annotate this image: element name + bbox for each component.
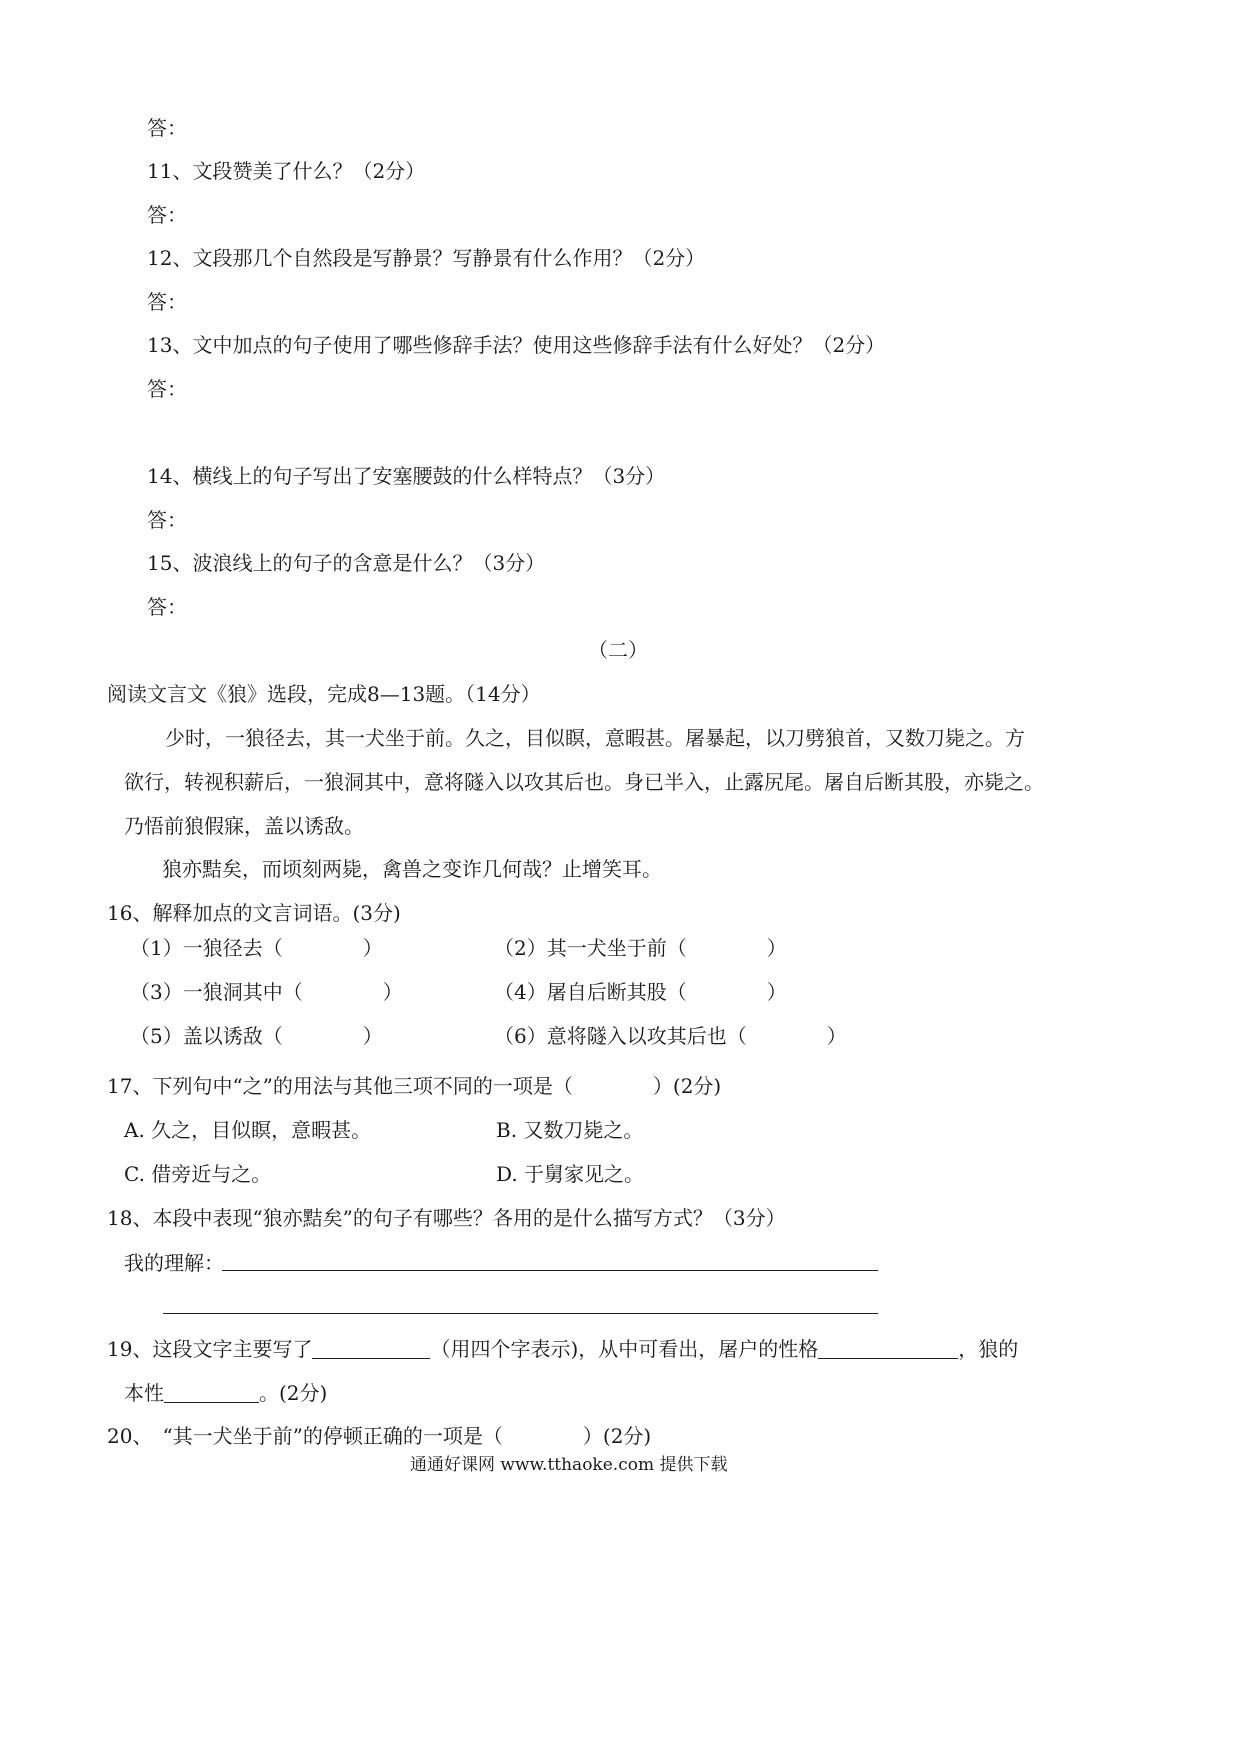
question-11: 11、文段赞美了什么？（2分） (147, 159, 426, 183)
reading-intro: 阅读文言文《狼》选段，完成8—13题。（14分） (107, 682, 541, 706)
question-12: 12、文段那几个自然段是写静景？写静景有什么作用？（2分） (147, 246, 706, 270)
blank-line (164, 1384, 259, 1403)
q17-option-b: B. 又数刀毙之。 (496, 1118, 644, 1142)
answer-label: 答： (147, 595, 187, 619)
q17-option-d: D. 于舅家见之。 (496, 1162, 645, 1186)
passage-line: 少时，一狼径去，其一犬坐于前。久之，目似瞑，意暇甚。屠暴起，以刀劈狼首，又数刀毙之。方 (165, 726, 1025, 750)
page-footer: 通通好课网 www.tthaoke.com 提供下载 (410, 1455, 728, 1475)
question-14: 14、横线上的句子写出了安塞腰鼓的什么样特点？（3分） (147, 464, 666, 488)
passage-line: 狼亦黠矣，而顷刻两毙，禽兽之变诈几何哉？止增笑耳。 (162, 857, 662, 881)
question-15: 15、波浪线上的句子的含意是什么？（3分） (147, 551, 546, 575)
q19-text: 本性 (124, 1381, 164, 1405)
q16-item: （3）一狼洞其中（ ） (130, 980, 403, 1004)
passage-line: 欲行，转视积薪后，一狼洞其中，意将隧入以攻其后也。身已半入，止露尻尾。屠自后断其股，亦毙之。 (124, 770, 1044, 794)
q17-option-a: A. 久之，目似瞑，意暇甚。 (124, 1118, 372, 1142)
blank-line (818, 1340, 958, 1359)
q17-option-c: C. 借旁近与之。 (124, 1162, 272, 1186)
blank-line (312, 1340, 430, 1359)
question-20: 20、 “其一犬坐于前”的停顿正确的一项是（ ）(2分) (107, 1424, 652, 1448)
q19-text: （用四个字表示)，从中可看出，屠户的性格 (430, 1337, 819, 1361)
answer-label: 答： (147, 377, 187, 401)
question-19-cont (124, 1383, 327, 1403)
answer-line (222, 1270, 878, 1271)
answer-label: 答： (147, 508, 187, 532)
q16-item: （1）一狼径去（ ） (130, 936, 383, 960)
section-heading: （二） (588, 638, 648, 662)
q19-text: 19、这段文字主要写了 (107, 1337, 313, 1361)
q16-item: （6）意将隧入以攻其后也（ ） (494, 1024, 847, 1048)
answer-label: 答： (147, 290, 187, 314)
q19-text: ，狼的 (958, 1337, 1019, 1361)
question-17: 17、下列句中“之”的用法与其他三项不同的一项是（ ）(2分) (107, 1074, 722, 1098)
passage-line: 乃悟前狼假寐，盖以诱敌。 (124, 814, 364, 838)
q16-item: （4）屠自后断其股（ ） (494, 980, 787, 1004)
question-16: 16、解释加点的文言词语。(3分) (107, 901, 401, 925)
question-19 (107, 1339, 1018, 1359)
q19-text: 。(2分) (259, 1381, 328, 1405)
my-understanding-label: 我的理解： (124, 1251, 224, 1275)
answer-line (163, 1313, 878, 1314)
answer-label: 答： (147, 203, 187, 227)
q16-item: （5）盖以诱敌（ ） (130, 1024, 383, 1048)
q16-item: （2）其一犬坐于前（ ） (494, 936, 787, 960)
question-18: 18、本段中表现“狼亦黠矣”的句子有哪些？各用的是什么描写方式？（3分） (107, 1206, 786, 1230)
question-13: 13、文中加点的句子使用了哪些修辞手法？使用这些修辞手法有什么好处？（2分） (147, 333, 886, 357)
answer-label: 答： (147, 116, 187, 140)
